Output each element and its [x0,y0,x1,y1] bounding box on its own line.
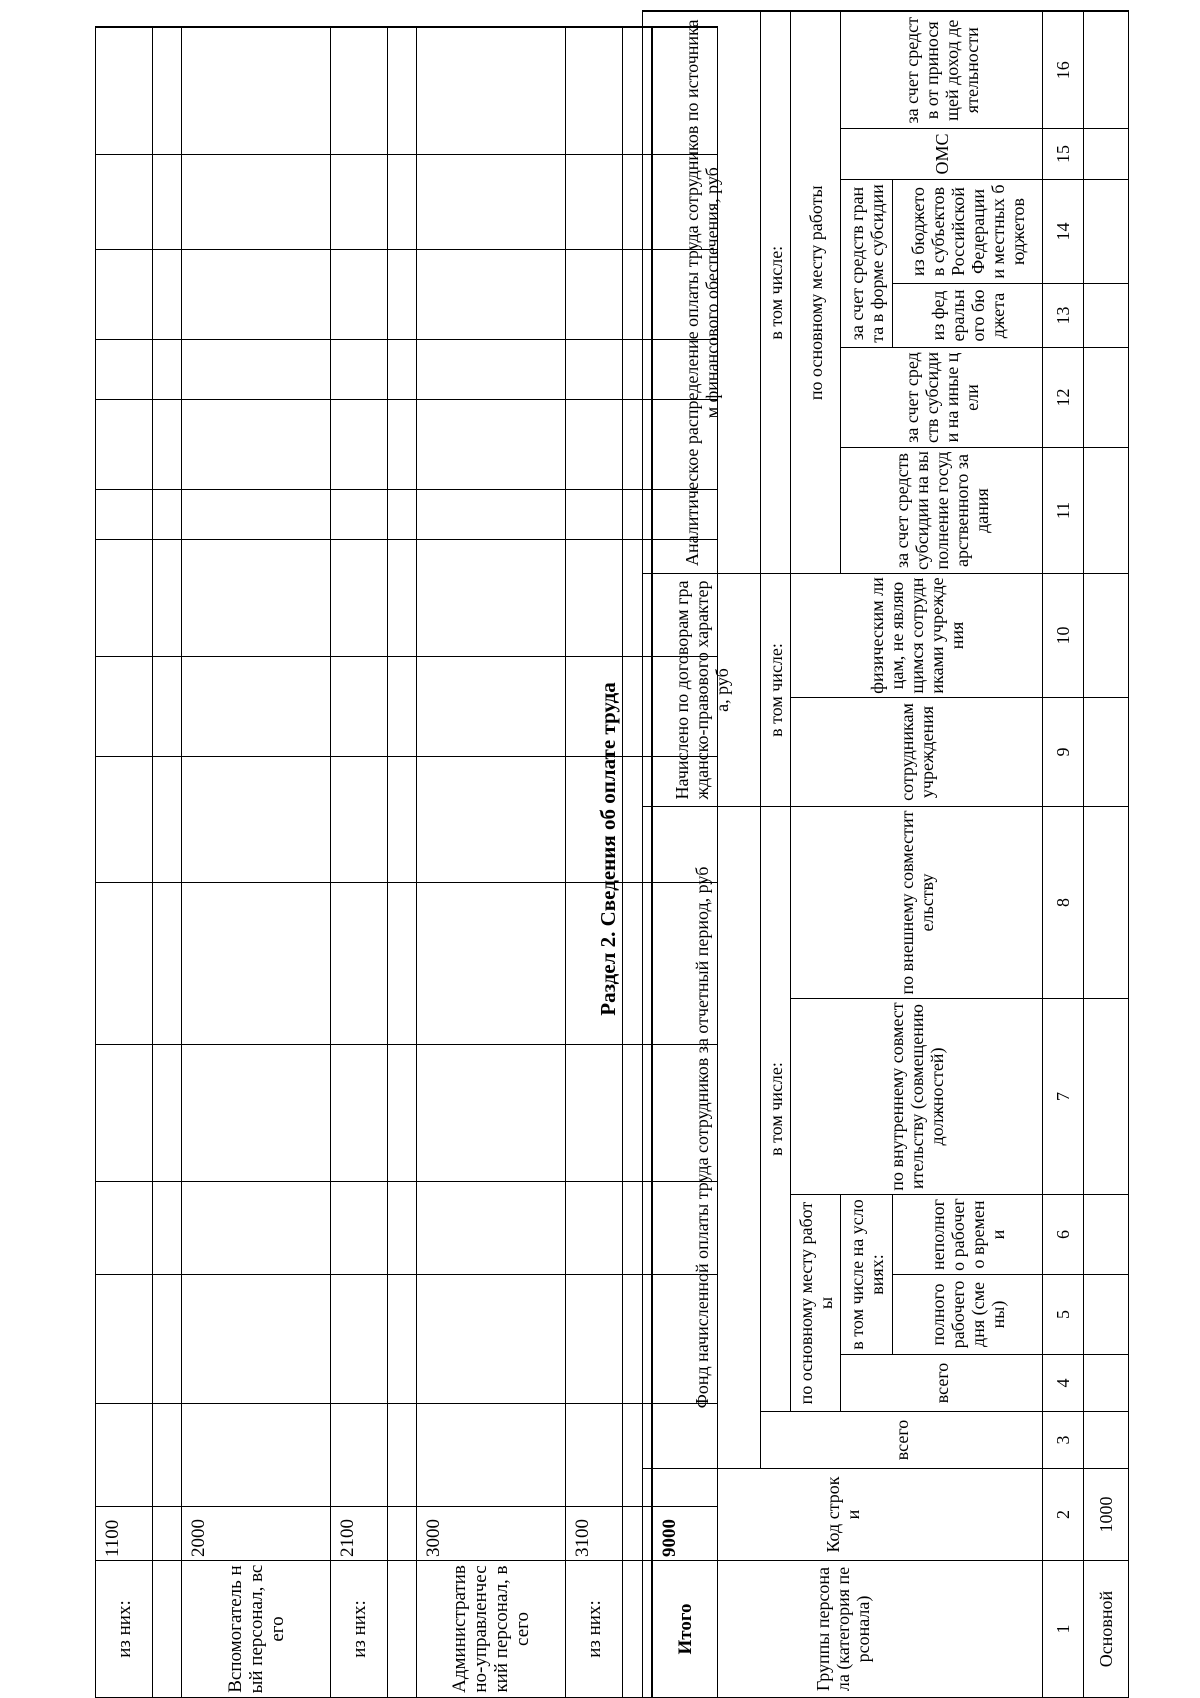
total-label: Итого [652,1561,718,1698]
col-header-incl: в том числе: [761,807,791,1412]
table-row [96,28,153,1698]
col-header-group: Группы персонала (категория персонала) [643,1561,1043,1698]
section-title: Раздел 2. Сведения об оплате труда [596,682,620,1016]
col-number: 15 [1043,129,1084,180]
col-header-analytic: Аналитическое распределение оплаты труда сотрудников по источникам финансового обеспечения, руб [643,11,761,573]
col-number: 2 [1043,1469,1084,1561]
col-header-full-time: полного рабочего дня (смены) [893,1275,1043,1355]
col-header-analytic-main-job: по основному месту работы [791,11,841,573]
header-row [643,11,761,1697]
col-header-incl-conditions: в том числе на условиях: [841,1195,893,1355]
row-code: 2000 [182,1507,331,1561]
col-number: 1 [1043,1561,1084,1698]
col-number: 13 [1043,284,1084,348]
row-name: Основной [1084,1561,1129,1698]
salary-table [642,10,1129,1698]
col-header-external: по внешнему совместительству [791,807,1043,999]
table-row [182,28,331,1698]
table-row [331,28,388,1698]
col-header-subsidy-other: за счет средств субсидии на иные цели [841,348,1043,448]
col-number: 6 [1043,1195,1084,1275]
col-header-subsidy-task: за счет средств субсидии на выполнение государственного задания [841,448,1043,574]
row-name: Административно-управленческий персонал, всего [417,1561,566,1698]
column-numbers-row [1043,11,1084,1697]
staff-count-table-continued [95,27,718,1698]
col-number: 8 [1043,807,1084,999]
col-header-individuals: физическим лицам, не являющимся сотрудниками учреждения [791,574,1043,698]
col-header-main-job: по основному месту работы [791,1195,841,1412]
row-name: из них: [96,1561,153,1698]
col-number: 4 [1043,1355,1084,1412]
col-number: 10 [1043,574,1084,698]
row-code: 3000 [417,1507,566,1561]
row-name: из них: [331,1561,388,1698]
row-name: из них: [566,1561,623,1698]
col-header-total: всего [841,1355,1043,1412]
row-name: Вспомогатель ный персонал, всего [182,1561,331,1698]
col-number: 3 [1043,1412,1084,1469]
col-header-federal: из федерального бюджета [893,284,1043,348]
col-header-income: за счет средств от приносящей доход деятельности [841,11,1043,128]
col-header-code: Код строки [643,1469,1043,1561]
row-code: 1000 [1084,1469,1129,1561]
header-row [761,11,791,1697]
col-number: 7 [1043,999,1084,1195]
row-code: 1100 [96,1507,153,1561]
table-row [417,28,566,1698]
col-number: 11 [1043,448,1084,574]
col-header-gpc: Начислено по договорам гражданско-правового характера, руб [643,574,761,807]
col-header-incl: в том числе: [761,574,791,807]
col-header-incl: в том числе: [761,11,791,573]
col-header-regional: из бюджетов субъектов Российской Федерации и местных бюджетов [893,180,1043,284]
col-header-fund: Фонд начисленной оплаты труда сотрудников за отчетный период, руб [643,807,761,1469]
col-header-oms: ОМС [841,129,1043,180]
col-number: 14 [1043,180,1084,284]
table-row [1084,11,1129,1697]
table-row [153,28,182,1698]
col-header-total: всего [761,1412,1043,1469]
table-row [388,28,417,1698]
col-header-internal: по внутреннему совместительству (совмещению должностей) [791,999,1043,1195]
col-header-part-time: неполного рабочего времени [893,1195,1043,1275]
col-number: 12 [1043,348,1084,448]
row-code: 2100 [331,1507,388,1561]
row-code: 3100 [566,1507,623,1561]
col-header-employees: сотрудникам учреждения [791,698,1043,807]
col-number: 5 [1043,1275,1084,1355]
col-header-grant: за счет средств гранта в форме субсидии [841,180,893,348]
col-number: 9 [1043,698,1084,807]
col-number: 16 [1043,11,1084,128]
total-code: 9000 [652,1507,718,1561]
